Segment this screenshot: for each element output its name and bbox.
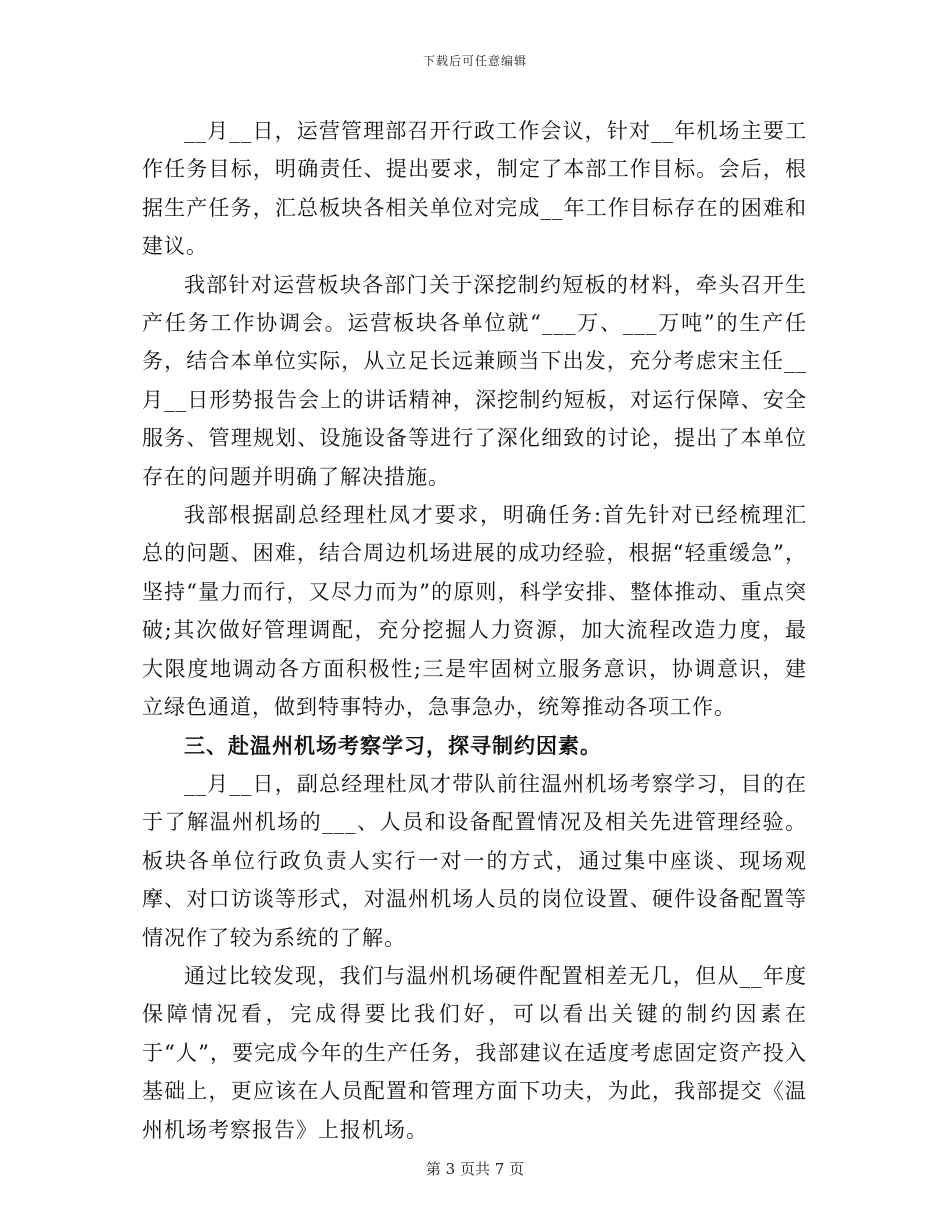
paragraph-comparison: 通过比较发现，我们与温州机场硬件配置相差无几，但从__年度保障情况看，完成得要比我们好，可以看出关键的制约因素在于“人”，要完成今年的生产任务，我部建议在适度考虑固定资产投入基础上，更应该在人员配置和管理方面下功夫，为此，我部提交《温州机场考察报告》上报机场。 [142,963,807,1142]
section-heading: 三、赴温州机场考察学习，探寻制约因素。 [184,732,602,758]
page-header: 下载后可任意编辑 [422,54,527,68]
page-number: 第 3 页共 7 页 [425,1160,525,1178]
paragraph-tasks: 我部根据副总经理杜凤才要求，明确任务:首先针对已经梳理汇总的问题、困难，结合周边机场进展的成功经验，根据“轻重缓急”，坚持“量力而行，又尽力而为”的原则，科学安排、整体推动、重点突破;其次做好管理调配，充分挖掘人力资源，加大流程改造力度，最大限度地调动各方面积极性;三是牢固树立服务意识，协调意识，建立绿色通道，做到特事特办，急事急办，统筹推动各项工作。 [142,503,807,720]
paragraph-wenzhou-visit: __月__日，副总经理杜凤才带队前往温州机场考察学习，目的在于了解温州机场的___、人员和设备配置情况及相关先进管理经验。板块各单位行政负责人实行一对一的方式，通过集中座谈、现场观摩、对口访谈等形式，对温州机场人员的岗位设置、硬件设备配置等情况作了较为系统的了解。 [142,771,807,950]
paragraph-meeting: __月__日，运营管理部召开行政工作会议，针对__年机场主要工作任务目标，明确责任、提出要求，制定了本部工作目标。会后，根据生产任务，汇总板块各相关单位对完成__年工作目标存在的困难和建议。 [142,119,807,259]
document-body [142,112,807,1149]
paragraph-coordination: 我部针对运营板块各部门关于深挖制约短板的材料，牵头召开生产任务工作协调会。运营板块各单位就“___万、___万吨”的生产任务，结合本单位实际，从立足长远兼顾当下出发，充分考虑宋主任__月__日形势报告会上的讲话精神，深挖制约短板，对运行保障、安全服务、管理规划、设施设备等进行了深化细致的讨论，提出了本单位存在的问题并明确了解决措施。 [142,272,807,489]
